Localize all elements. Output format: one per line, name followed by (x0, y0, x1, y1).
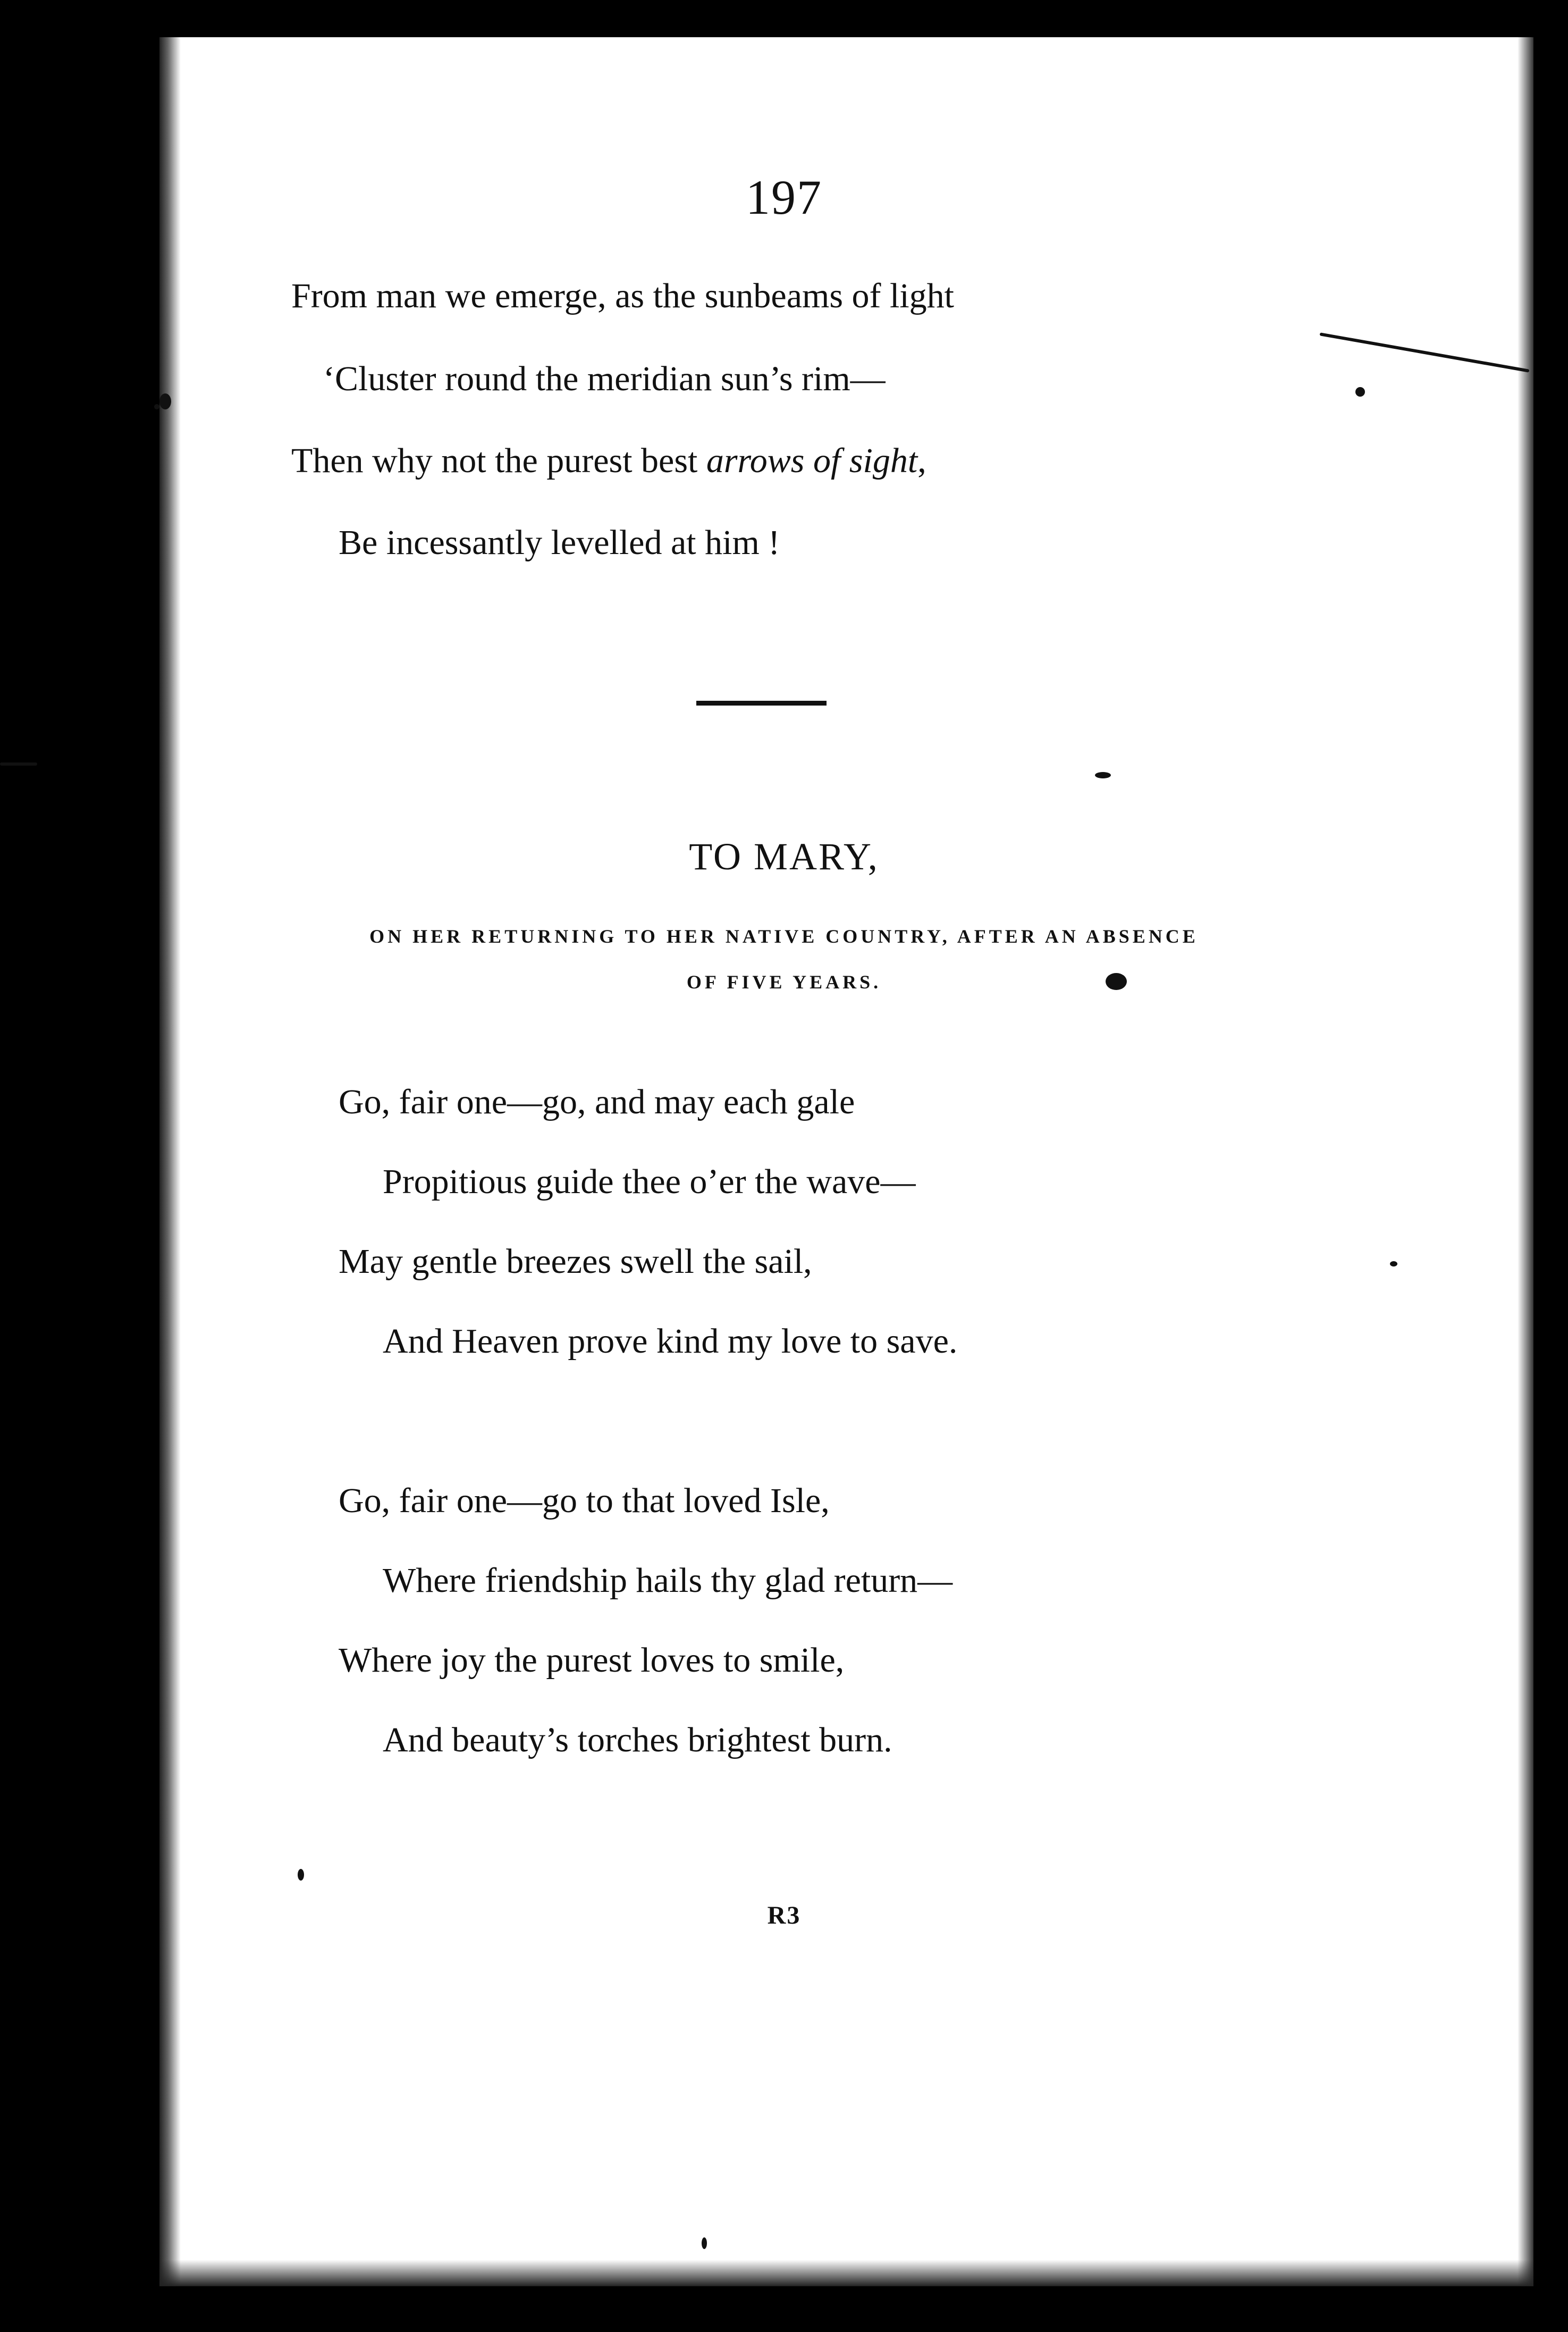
page-bottom-edge-shadow (159, 2260, 1533, 2286)
ink-speck (1355, 387, 1365, 397)
poem-subtitle: ON HER RETURNING TO HER NATIVE COUNTRY, AFTER AN ABSENCE (369, 926, 1199, 947)
verse-line: And Heaven prove kind my love to save. (383, 1322, 958, 1361)
verse-line: Propitious guide thee o’er the wave— (383, 1162, 916, 1201)
ink-speck (1106, 973, 1127, 990)
verse-line: May gentle breezes swell the sail, (339, 1242, 812, 1281)
ink-speck (1390, 1261, 1397, 1266)
verse-line: And beauty’s torches brightest burn. (383, 1721, 892, 1759)
verse-line: Be incessantly levelled at him ! (339, 523, 780, 562)
ink-speck (154, 404, 159, 409)
verse-line: Go, fair one—go to that loved Isle, (339, 1481, 830, 1520)
verse-text: Then why not the purest best (291, 441, 706, 480)
verse-line: From man we emerge, as the sunbeams of light (291, 276, 955, 315)
poem-subtitle: OF FIVE YEARS. (686, 971, 882, 993)
verse-line: ‘Cluster round the meridian sun’s rim— (323, 359, 886, 398)
poem-title: TO MARY, (689, 835, 879, 878)
verse-line: Go, fair one—go, and may each gale (339, 1083, 855, 1121)
verse-line (291, 443, 926, 479)
verse-punctuation: , (917, 441, 926, 480)
ink-stroke-artifact (0, 762, 37, 766)
verse-italic-phrase: arrows of sight (706, 441, 918, 480)
ink-speck (298, 1869, 304, 1881)
page-right-edge-shadow (1518, 37, 1533, 2286)
section-divider-rule (696, 701, 827, 706)
ink-speck (702, 2237, 707, 2249)
ink-speck (1095, 772, 1111, 778)
verse-line: Where joy the purest loves to smile, (339, 1641, 845, 1680)
verse-line: Where friendship hails thy glad return— (383, 1561, 953, 1600)
printer-signature-mark: R3 (767, 1901, 801, 1930)
page-number: 197 (746, 170, 822, 224)
page-left-edge-shadow (159, 37, 181, 2286)
ink-speck (159, 393, 171, 409)
